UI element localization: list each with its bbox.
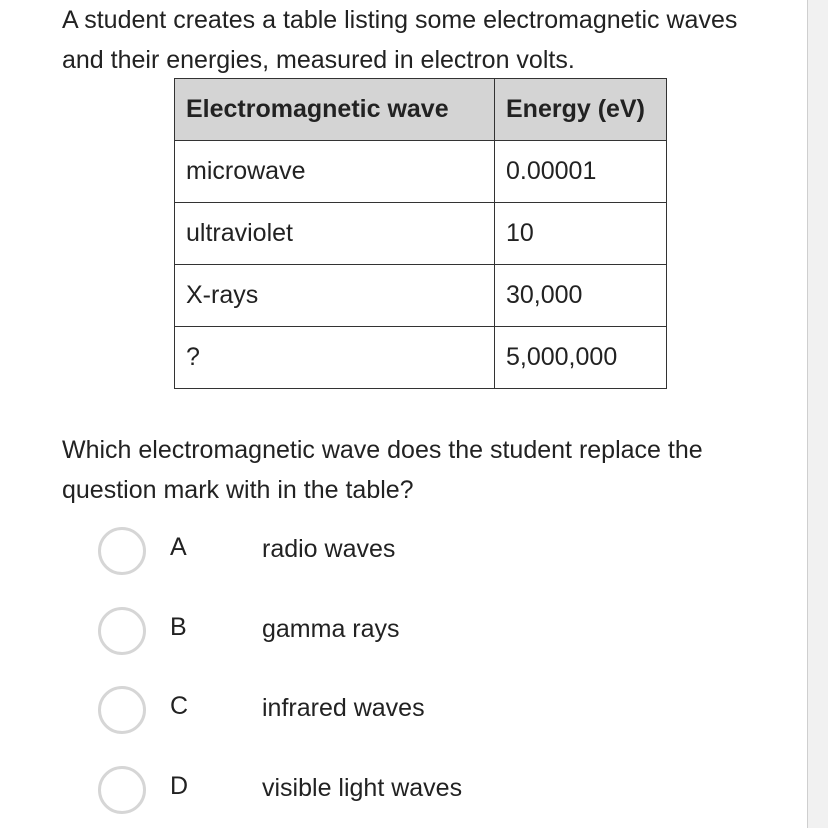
option-letter-c: C — [170, 692, 189, 720]
option-letter-d: D — [170, 772, 189, 800]
option-letter-b: B — [170, 613, 187, 641]
table-header-row — [175, 79, 667, 141]
cell-wave: X-rays — [175, 265, 495, 327]
cell-energy: 0.00001 — [495, 141, 667, 203]
radio-button-a[interactable] — [98, 527, 146, 575]
cell-wave: microwave — [175, 141, 495, 203]
cell-wave: ultraviolet — [175, 203, 495, 265]
option-b[interactable] — [98, 607, 698, 655]
table-row — [175, 327, 667, 389]
radio-button-c[interactable] — [98, 686, 146, 734]
option-d[interactable] — [98, 766, 698, 814]
cell-energy: 30,000 — [495, 265, 667, 327]
header-energy: Energy (eV) — [495, 79, 667, 141]
table-row — [175, 141, 667, 203]
option-text-d: visible light waves — [262, 774, 463, 802]
cell-energy: 10 — [495, 203, 667, 265]
radio-button-b[interactable] — [98, 607, 146, 655]
cell-energy: 5,000,000 — [495, 327, 667, 389]
energy-table — [174, 78, 667, 389]
option-letter-a: A — [170, 533, 187, 561]
header-wave: Electromagnetic wave — [175, 79, 495, 141]
cell-wave: ? — [175, 327, 495, 389]
option-a[interactable] — [98, 527, 698, 575]
option-c[interactable] — [98, 686, 698, 734]
table-row — [175, 203, 667, 265]
question-text: Which electromagnetic wave does the student replace the question mark with in the table? — [62, 436, 703, 504]
table-row — [175, 265, 667, 327]
option-text-a: radio waves — [262, 535, 396, 563]
option-text-b: gamma rays — [262, 615, 400, 643]
option-text-c: infrared waves — [262, 694, 425, 722]
intro-text: A student creates a table listing some electromagnetic waves and their energies, measured in electron volts. — [62, 6, 738, 74]
radio-button-d[interactable] — [98, 766, 146, 814]
